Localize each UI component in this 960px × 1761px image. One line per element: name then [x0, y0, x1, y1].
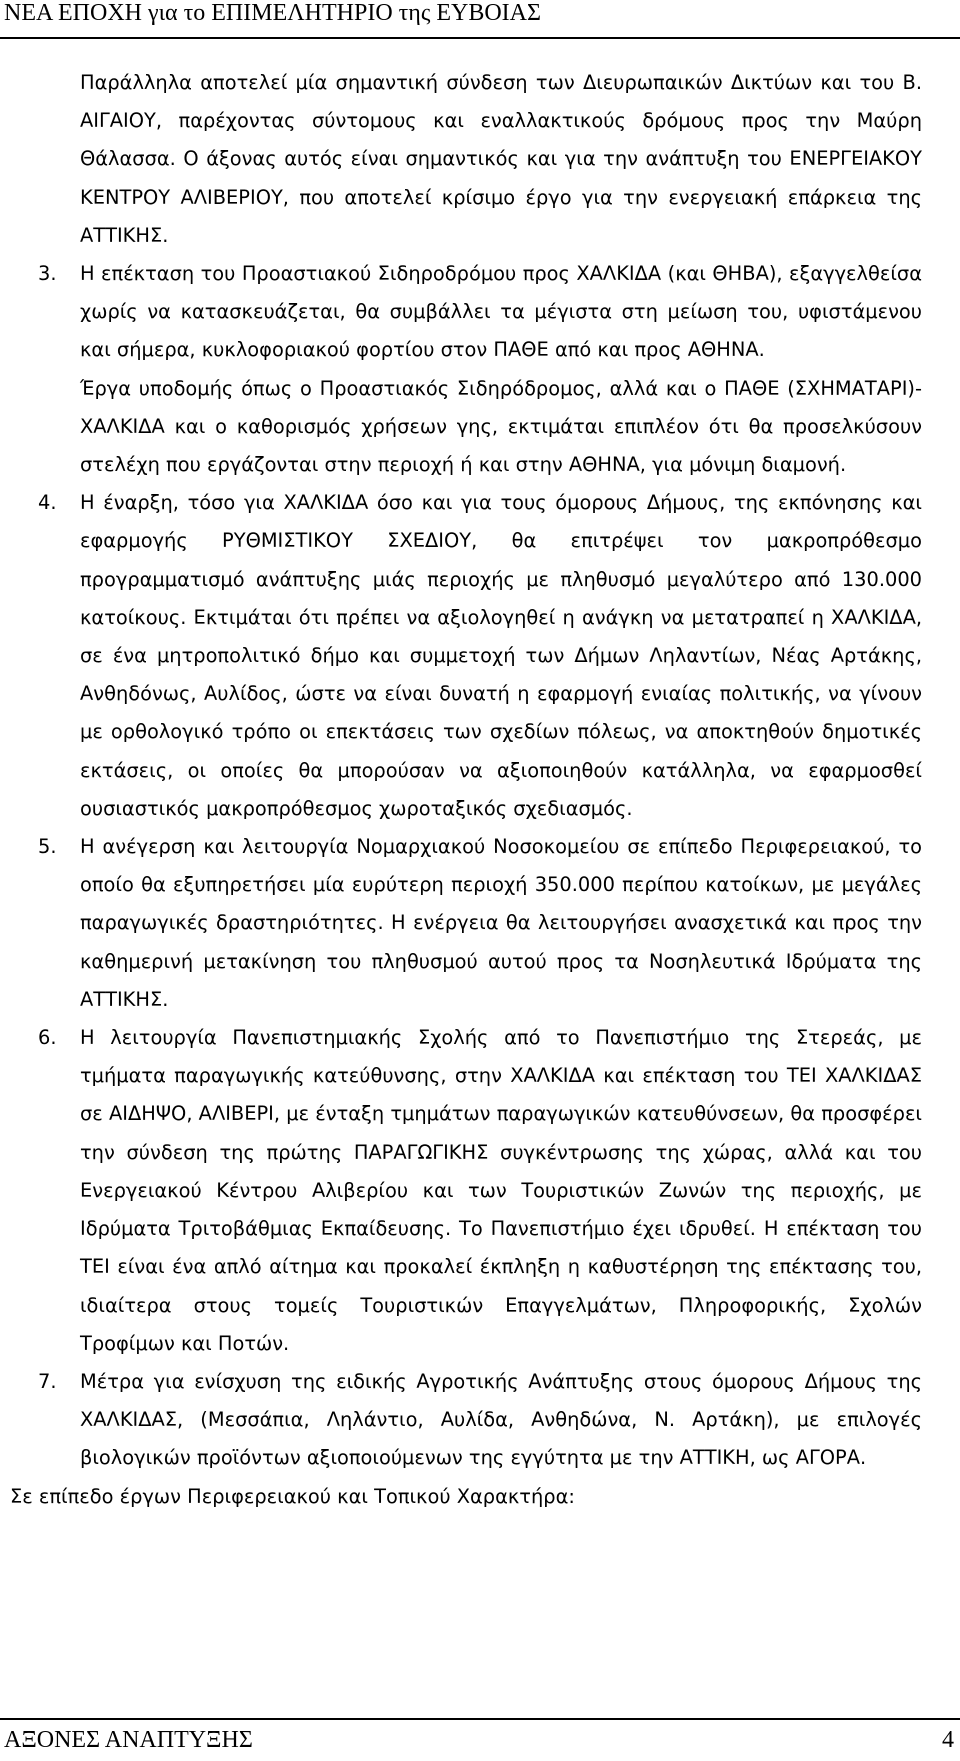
list-item-text: Η ανέγερση και λειτουργία Νομαρχιακού Νοσοκομείου σε επίπεδο Περιφερειακού, το οποίο θα εξυπηρετήσει μία ευρύτερη περιοχή 350.000 περίπου κατοίκων, με μεγάλες παραγωγικές δραστηριότητες. Η ενέργεια θα λειτουργήσει ανασχετικά και προς την καθημερινή μετακίνηση του πληθυσμού αυτού προς τα Νοσηλευτικά Ιδρύματα της ΑΤΤΙΚΗΣ. [80, 835, 922, 1011]
list-item-7 [0, 1363, 960, 1478]
document-body [0, 64, 960, 1516]
list-item-4 [0, 484, 960, 828]
list-item-6 [0, 1019, 960, 1363]
list-item-3 [0, 255, 960, 484]
header-title: ΝΕΑ ΕΠΟΧΗ για το ΕΠΙΜΕΛΗΤΗΡΙΟ της ΕΥΒΟΙΑΣ [4, 0, 541, 26]
list-item-number: 5. [38, 835, 57, 859]
list-item-number: 3. [38, 262, 57, 286]
closing-line-text: Σε επίπεδο έργων Περιφερειακού και Τοπικού Χαρακτήρα: [10, 1484, 575, 1508]
intro-paragraph [0, 64, 960, 255]
page-header [0, 0, 960, 40]
page-number: 4 [942, 1727, 954, 1753]
header-divider [0, 37, 960, 39]
list-item-text: Η έναρξη, τόσο για ΧΑΛΚΙΔΑ όσο και για τους όμορους Δήμους, της εκπόνησης και εφαρμογής ΡΥΘΜΙΣΤΙΚΟΥ ΣΧΕΔΙΟΥ, θα επιτρέψει τον μακροπρόθεσμο προγραμματισμό ανάπτυξης μιάς περιοχής με πληθυσμό μεγαλύτερο από 130.000 κατοίκους. Εκτιμάται ότι πρέπει να αξιολογηθεί η ανάγκη να μετατραπεί η ΧΑΛΚΙΔΑ, σε ένα μητροπολιτικό δήμο και συμμετοχή των Δήμων Ληλαντίων, Νέας Αρτάκης, Ανθηδόνως, Αυλίδος, ώστε να είναι δυνατή η εφαρμογή ενιαίας πολιτικής, να γίνουν με ορθολογικό τρόπο οι επεκτάσεις των σχεδίων πόλεως, να αποκτηθούν δημοτικές εκτάσεις, οι οποίες θα μπορούσαν να αξιοποιηθούν κατάλληλα, να εφαρμοσθεί ουσιαστικός μακροπρόθεσμος χωροταξικός σχεδιασμός. [80, 491, 922, 820]
list-item-extra-text: Έργα υποδομής όπως ο Προαστιακός Σιδηρόδρομος, αλλά και ο ΠΑΘΕ (ΣΧΗΜΑΤΑΡΙ)-ΧΑΛΚΙΔΑ και ο καθορισμός χρήσεων γης, εκτιμάται επιπλέον ότι θα προσελκύσουν στελέχη που εργάζονται στην περιοχή ή και στην ΑΘΗΝΑ, για μόνιμη διαμονή. [80, 376, 922, 477]
list-item-number: 6. [38, 1026, 57, 1050]
list-item-number: 7. [38, 1369, 57, 1393]
list-item-number: 4. [38, 491, 57, 515]
list-item-5 [0, 828, 960, 1019]
list-item-text: Μέτρα για ενίσχυση της ειδικής Αγροτικής Ανάπτυξης στους όμορους Δήμους της ΧΑΛΚΙΔΑΣ, (Μεσσάπια, Ληλάντιο, Αυλίδα, Ανθηδώνα, Ν. Αρτάκη), με επιλογές βιολογικών προϊόντων αξιοποιούμενων της εγγύτητα με την ΑΤΤΙΚΗ, ως ΑΓΟΡΑ. [80, 1369, 922, 1470]
footer-title: ΑΞΟΝΕΣ ΑΝΑΠΤΥΞΗΣ [4, 1727, 253, 1753]
footer-divider [0, 1718, 960, 1720]
list-item-text: Η επέκταση του Προαστιακού Σιδηροδρόμου προς ΧΑΛΚΙΔΑ (και ΘΗΒΑ), εξαγγελθείσα χωρίς να κατασκευάζεται, θα συμβάλλει τα μέγιστα στη μείωση του, υφιστάμενου και σήμερα, κυκλοφοριακού φορτίου στον ΠΑΘΕ από και προς ΑΘΗΝΑ. [80, 262, 922, 362]
intro-paragraph-text: Παράλληλα αποτελεί μία σημαντική σύνδεση των Διευρωπαικών Δικτύων και του Β. ΑΙΓΑΙΟΥ, παρέχοντας σύντομους και εναλλακτικούς δρόμους προς την Μαύρη Θάλασσα. Ο άξονας αυτός είναι σημαντικός και για την ανάπτυξη του ΕΝΕΡΓΕΙΑΚΟΥ ΚΕΝΤΡΟΥ ΑΛΙΒΕΡΙΟΥ, που αποτελεί κρίσιμο έργο για την ενεργειακή επάρκεια της ΑΤΤΙΚΗΣ. [80, 71, 922, 247]
closing-line [0, 1478, 960, 1516]
list-item-text: Η λειτουργία Πανεπιστημιακής Σχολής από το Πανεπιστήμιο της Στερεάς, με τμήματα παραγωγικής κατεύθυνσης, στην ΧΑΛΚΙΔΑ και επέκταση του ΤΕΙ ΧΑΛΚΙΔΑΣ σε ΑΙΔΗΨΟ, ΑΛΙΒΕΡΙ, με ένταξη τμημάτων παραγωγικών κατευθύνσεων, θα προσφέρει την σύνδεση της πρώτης ΠΑΡΑΓΩΓΙΚΗΣ συγκέντρωσης της χώρας, αλλά και του Ενεργειακού Κέντρου Αλιβερίου και των Τουριστικών Ζωνών της περιοχής, με Ιδρύματα Τριτοβάθμιας Εκπαίδευσης. Το Πανεπιστήμιο έχει ιδρυθεί. Η επέκταση του ΤΕΙ είναι ένα απλό αίτημα και προκαλεί έκπληξη η καθυστέρηση της επέκτασης του, ιδιαίτερα στους τομείς Τουριστικών Επαγγελμάτων, Πληροφορικής, Σχολών Τροφίμων και Ποτών. [80, 1026, 922, 1355]
